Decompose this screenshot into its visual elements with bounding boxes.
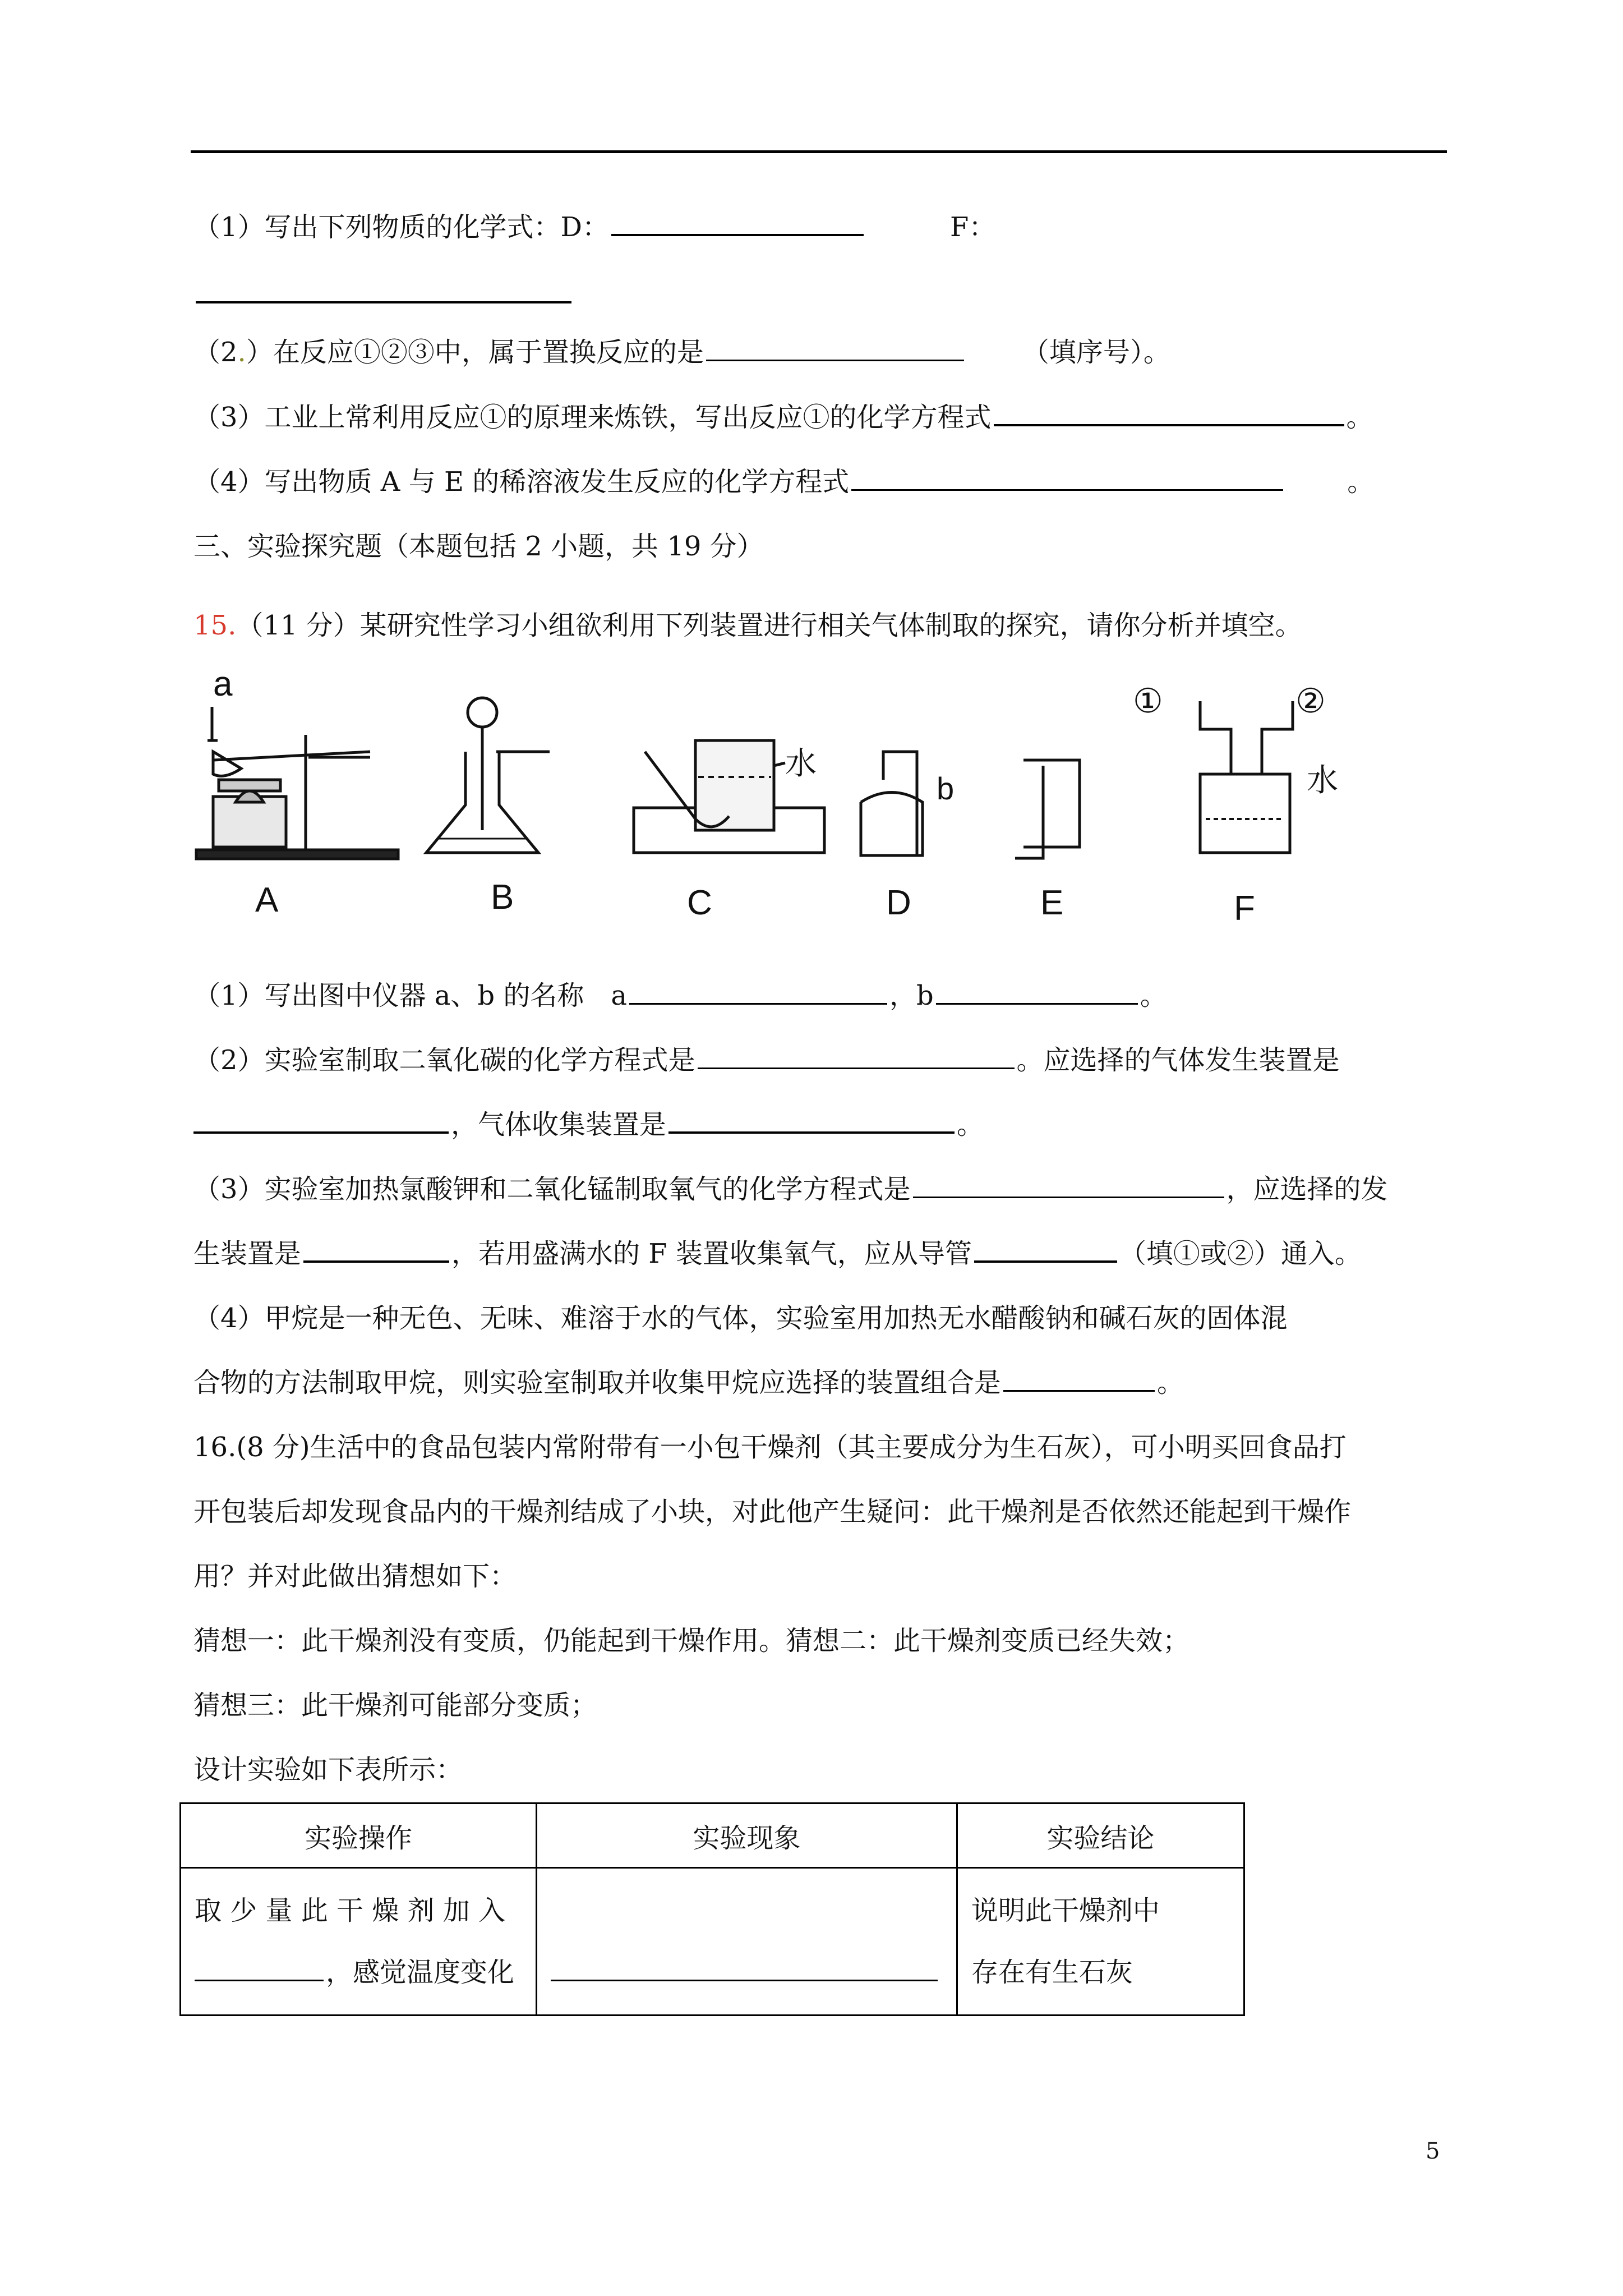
answer-blank-co2-collector[interactable] [668,1108,955,1134]
label-b: b [937,771,955,806]
section-3-heading: 三、实验探究题（本题包括 2 小题，共 19 分） [193,531,764,562]
q15-part4-line1: （4）甲烷是一种无色、无味、难溶于水的气体，实验室用加热无水醋酸钠和碱石灰的固体混 [193,1303,1288,1334]
answer-blank-reagent[interactable] [195,1956,324,1981]
fig-label-b: B [491,878,514,917]
table-header-row [181,1803,1244,1868]
answer-blank-co2-eq[interactable] [698,1044,1015,1069]
apparatus-a [196,668,398,859]
header-operation: 实验操作 [181,1803,537,1868]
q14-p3-text: （3）工业上常利用反应①的原理来炼铁，写出反应①的化学方程式 [193,402,992,433]
page-number: 5 [1426,2138,1440,2164]
apparatus-figure [191,668,1396,948]
q15-part3 [193,1172,1388,1206]
q15-p4-line2: 合物的方法制取甲烷，则实验室制取并收集甲烷应选择的装置组合是 [193,1367,1002,1398]
q15-part3-line2 [193,1237,1362,1271]
answer-blank-o2-eq[interactable] [913,1173,1224,1198]
q15-p3-text: （3）实验室加热氯酸钾和二氧化锰制取氧气的化学方程式是 [193,1174,911,1205]
answer-blank-methane[interactable] [1003,1366,1155,1392]
q15-intro-text: （11 分）某研究性学习小组欲利用下列装置进行相关气体制取的探究，请你分析并填空。 [236,610,1302,641]
header-conclusion: 实验结论 [957,1803,1244,1868]
q16-line1: 16.(8 分)生活中的食品包装内常附带有一小包干燥剂（其主要成分为生石灰），可小明买回食品打 [193,1432,1347,1463]
fig-label-a: A [255,881,279,919]
answer-blank-replacement[interactable] [706,336,964,361]
header-rule [191,150,1447,153]
q16-line2: 开包装后却发现食品内的干燥剂结成了小块，对此他产生疑问：此干燥剂是否依然还能起到干燥作 [193,1496,1352,1527]
cell-conclusion [957,1868,1244,2016]
q14-p2-dot: . [237,337,246,368]
cell-phenomenon [536,1868,957,2016]
q15-p4-tail: 。 [1157,1367,1184,1398]
q14-part1 [193,210,995,244]
q14-part4 [193,465,1374,499]
apparatus-f [1133,682,1338,853]
label-water-f: 水 [1307,762,1338,799]
q14-part3 [193,401,1373,434]
q14-p4-text: （4）写出物质 A 与 E 的稀溶液发生反应的化学方程式 [193,466,850,498]
conclusion-line2: 存在有生石灰 [971,1957,1133,1988]
q15-part2 [193,1043,1340,1077]
q15-part4-line2 [193,1366,1184,1400]
q15-p2-tail: 。 [957,1109,984,1140]
q15-p2-text: （2）实验室制取二氧化碳的化学方程式是 [193,1045,695,1076]
q14-p2-b: ）在反应①②③中，属于置换反应的是 [246,337,704,368]
q15-p2-line2-mid: ，气体收集装置是 [451,1109,667,1140]
answer-blank-eq-ae[interactable] [851,466,1283,491]
q15-p3-line2-mid: ，若用盛满水的 F 装置收集氧气，应从导管 [451,1238,972,1269]
q16-line3: 用？并对此做出猜想如下： [193,1561,517,1592]
q15-p1-b: ，b [889,980,934,1011]
apparatus-d [861,752,954,855]
q14-p2-tail: （填序号）。 [1022,337,1170,368]
fig-label-d: D [886,884,911,922]
table-row [181,1868,1244,2016]
experiment-table [179,1802,1245,2016]
q14-part2 [193,335,1170,369]
q14-p3-tail: 。 [1346,402,1373,433]
fig-label-f: F [1234,889,1255,928]
label-a: a [213,668,233,703]
answer-blank-a[interactable] [629,979,887,1005]
port-2-label: ② [1295,682,1326,721]
answer-blank-f[interactable] [196,278,571,303]
fig-label-e: E [1040,884,1064,922]
answer-blank-eq1[interactable] [994,401,1344,426]
q15-p1-tail: 。 [1140,980,1167,1011]
fig-label-c: C [687,884,712,922]
operation-line1: 取 少 量 此 干 燥 剂 加 入 [195,1895,506,1926]
q15-intro [193,609,1302,642]
answer-blank-co2-generator[interactable] [193,1108,449,1134]
q15-p1-text: （1）写出图中仪器 a、b 的名称 a [193,980,628,1011]
answer-blank-port[interactable] [974,1237,1117,1263]
q15-number: 15. [193,610,237,641]
label-water-c: 水 [785,746,817,782]
q14-p1-f: F： [950,211,996,243]
header-phenomenon: 实验现象 [536,1803,957,1868]
q15-p3-line2-tail: （填①或②）通入。 [1119,1238,1362,1269]
answer-blank-phenomenon[interactable] [551,1956,938,1981]
operation-line2-tail: ，感觉温度变化 [326,1957,515,1988]
answer-blank-b[interactable] [936,979,1138,1005]
answer-blank-d[interactable] [611,210,864,236]
apparatus-b [426,698,550,853]
q15-p2-mid: 。应选择的气体发生装置是 [1016,1045,1340,1076]
cell-operation [181,1868,537,2016]
q14-p4-tail: 。 [1347,466,1375,498]
port-1-label: ① [1133,682,1163,721]
q15-p3-mid: ，应选择的发 [1226,1174,1388,1205]
q16-design: 设计实验如下表所示： [193,1754,463,1786]
conclusion-line1: 说明此干燥剂中 [971,1895,1160,1926]
q14-p2-a: （2 [193,337,238,368]
q15-part2-line2 [193,1108,984,1142]
apparatus-svg [191,668,1396,948]
q14-p1-label: （1）写出下列物质的化学式：D： [193,211,610,243]
q15-part1 [193,979,1167,1013]
q16-guess-1-2: 猜想一：此干燥剂没有变质，仍能起到干燥作用。猜想二：此干燥剂变质已经失效； [193,1625,1190,1657]
answer-blank-o2-generator[interactable] [303,1237,449,1263]
apparatus-e [1015,760,1080,858]
q15-p3-line2: 生装置是 [193,1238,302,1269]
apparatus-c [634,740,824,853]
q16-guess-3: 猜想三：此干燥剂可能部分变质； [193,1690,598,1721]
